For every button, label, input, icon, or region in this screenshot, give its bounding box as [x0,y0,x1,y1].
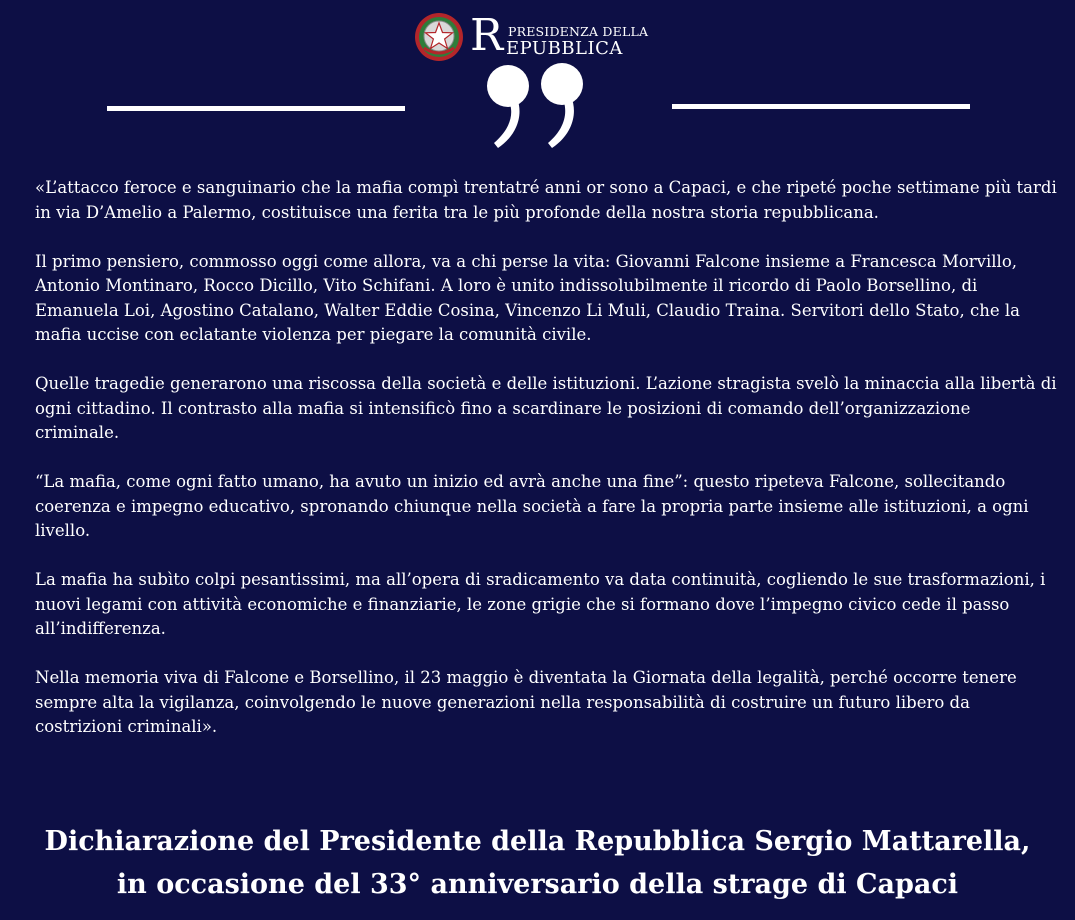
closing-quote-icon [484,62,592,152]
statement-paragraph: La mafia ha subìto colpi pesantissimi, ma all’opera di sradicamento va data continuità, cogliendo le sue trasformazioni, i nuovi legami con attività economiche e finanziarie, le zone grigie che si formano dove l’impegno civico cede il passo all’indifferenza. [35,570,1046,638]
presidenza-logo [414,10,649,64]
logo-line-presidenza: PRESIDENZA DELLA [508,24,649,39]
statement-caption [0,820,1075,906]
caption-line: Dichiarazione del Presidente della Repubblica Sergio Mattarella, [44,826,1031,857]
left-divider [107,106,405,111]
right-divider [672,104,970,109]
statement-text [35,176,1057,764]
italian-emblem-icon [414,12,464,62]
caption-line: in occasione del 33° anniversario della strage di Capaci [116,869,959,900]
logo-line-repubblica: EPUBBLICA [506,38,623,59]
statement-paragraph: Quelle tragedie generarono una riscossa della società e delle istituzioni. L’azione stragista svelò la minaccia alla libertà di ogni cittadino. Il contrasto alla mafia si intensificò fino a scardinare le posizioni di comando dell’organizzazione criminale. [35,374,1057,442]
statement-paragraph: Nella memoria viva di Falcone e Borsellino, il 23 maggio è diventata la Giornata della legalità, perché occorre tenere sempre alta la vigilanza, coinvolgendo le nuove generazioni nella responsabilità di costruire un futuro libero da costrizioni criminali». [35,668,1017,736]
statement-paragraph: Il primo pensiero, commosso oggi come allora, va a chi perse la vita: Giovanni Falcone insieme a Francesca Morvillo, Antonio Montinaro, Rocco Dicillo, Vito Schifani. A loro è unito indissolubilmente il ricordo di Paolo Borsellino, di Emanuela Loi, Agostino Catalano, Walter Eddie Cosina, Vincenzo Li Muli, Claudio Traina. Servitori dello Stato, che la mafia uccise con eclatante violenza per piegare la comunità civile. [35,251,1020,344]
logo-initial: R [470,10,504,61]
statement-paragraph: «L’attacco feroce e sanguinario che la mafia compì trentatré anni or sono a Capaci, e che ripeté poche settimane più tardi in via D’Amelio a Palermo, costituisce una ferita tra le più profonde della nostra storia repubblicana. [35,178,1057,222]
statement-paragraph: “La mafia, come ogni fatto umano, ha avuto un inizio ed avrà anche una fine”: questo ripeteva Falcone, sollecitando coerenza e impegno educativo, spronando chiunque nella società a fare la propria parte insieme alle istituzioni, a ogni livello. [35,472,1029,540]
